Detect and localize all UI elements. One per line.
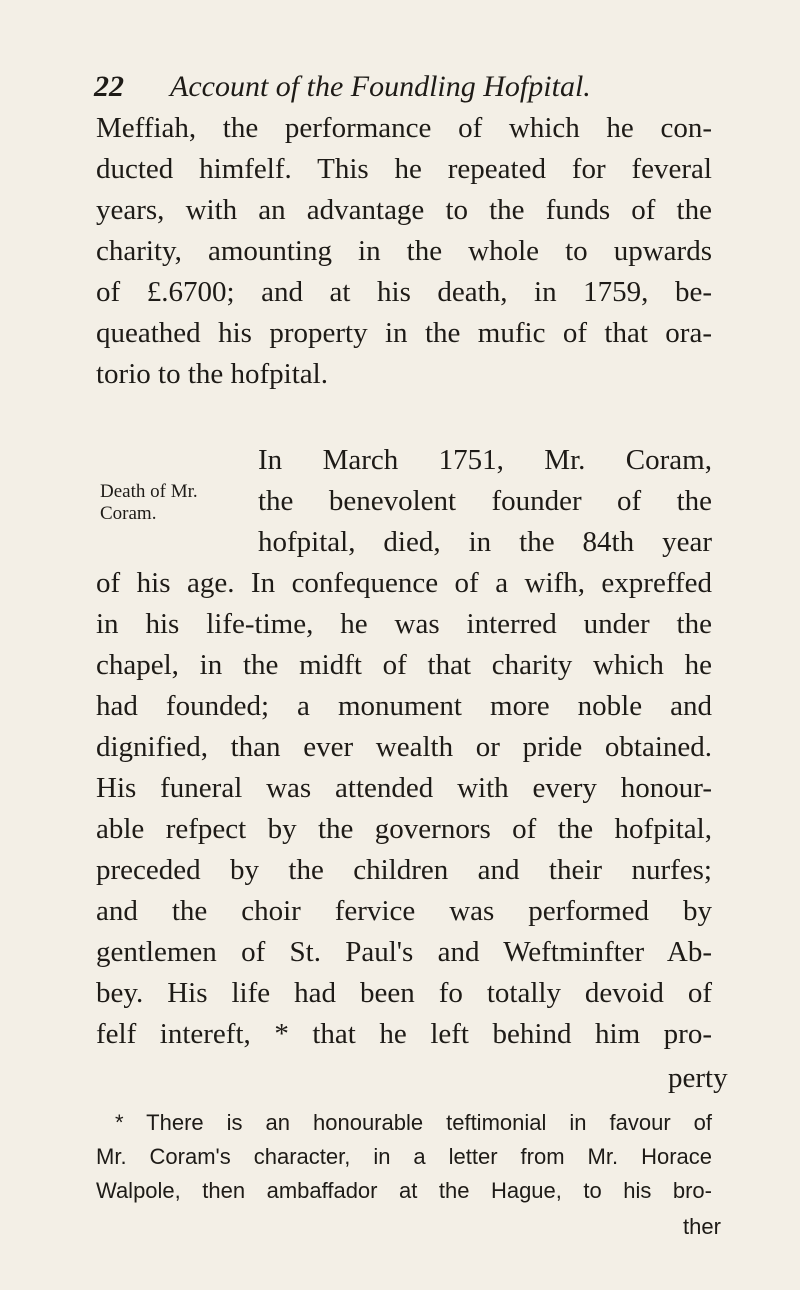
text-line: years, with an advantage to the funds of the (96, 194, 712, 226)
text-line: and the choir fervice was performed by (96, 895, 712, 927)
text-line: had founded; a monument more noble and (96, 690, 712, 722)
text-line: In March 1751, Mr. Coram, (258, 444, 712, 476)
text-line: of his age. In confequence of a wifh, expreffed (96, 567, 712, 599)
text-line: ducted himfelf. This he repeated for feveral (96, 153, 712, 185)
footnote-catchword: ther (683, 1214, 721, 1239)
footnote-line: Walpole, then ambaffador at the Hague, to his bro- (96, 1178, 712, 1203)
footnote-line: Mr. Coram's character, in a letter from Mr. Horace (96, 1144, 712, 1169)
text-line: queathed his property in the mufic of that ora- (96, 317, 712, 349)
running-head: Account of the Foundling Hofpital. (170, 70, 591, 103)
text-line: hofpital, died, in the 84th year (258, 526, 712, 558)
text-line: of £.6700; and at his death, in 1759, be- (96, 276, 712, 308)
text-line: the benevolent founder of the (258, 485, 712, 517)
footnote-line: * There is an honourable teftimonial in favour of (115, 1110, 712, 1135)
text-line: bey. His life had been fo totally devoid of (96, 977, 712, 1009)
text-line: in his life-time, he was interred under the (96, 608, 712, 640)
text-line: preceded by the children and their nurfes; (96, 854, 712, 886)
text-line: able refpect by the governors of the hofpital, (96, 813, 712, 845)
text-line: gentlemen of St. Paul's and Weftminfter Ab- (96, 936, 712, 968)
text-line: felf intereft, * that he left behind him pro- (96, 1018, 712, 1050)
catchword: perty (668, 1062, 728, 1094)
marginal-note-line: Coram. (100, 503, 157, 524)
text-line: His funeral was attended with every honour- (96, 772, 712, 804)
text-line: charity, amounting in the whole to upwards (96, 235, 712, 267)
text-line: chapel, in the midft of that charity which he (96, 649, 712, 681)
text-line: Meffiah, the performance of which he con- (96, 112, 712, 144)
marginal-note (100, 481, 198, 525)
marginal-note-line: Death of Mr. (100, 481, 198, 502)
text-line: torio to the hofpital. (96, 358, 328, 390)
text-line: dignified, than ever wealth or pride obtained. (96, 731, 712, 763)
page-number: 22 (94, 70, 124, 103)
